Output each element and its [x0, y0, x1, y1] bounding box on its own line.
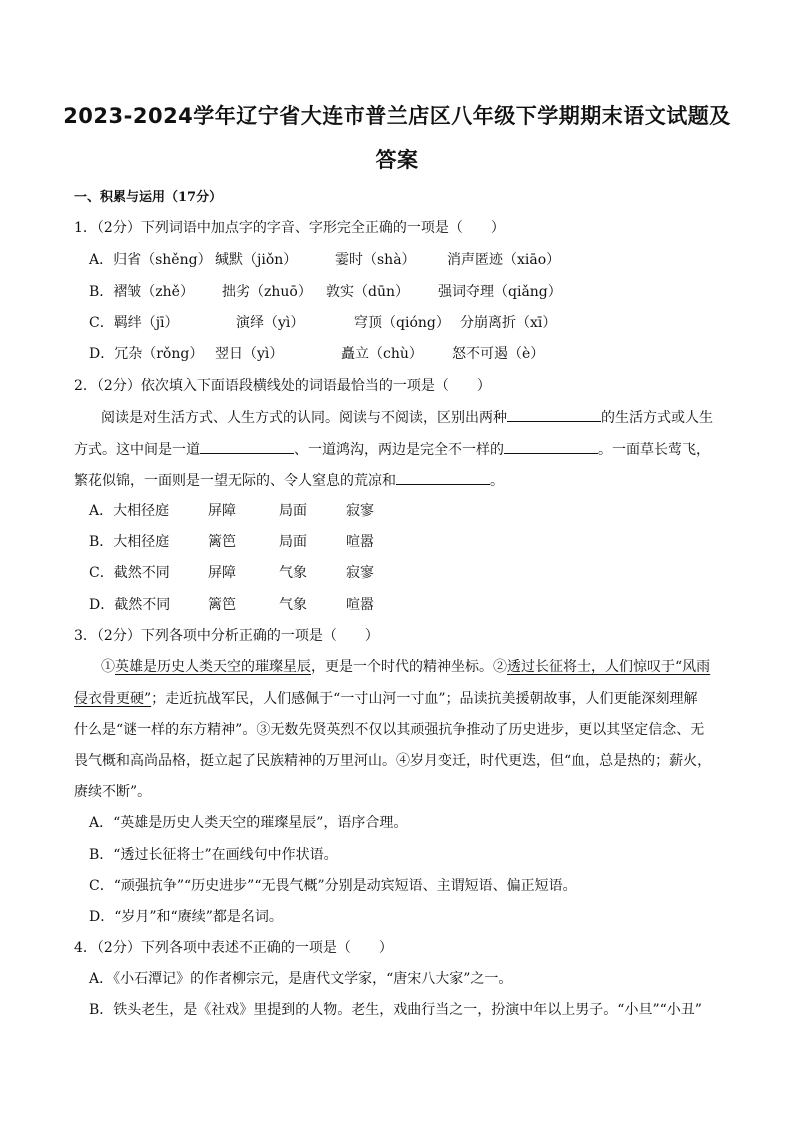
option-item: 屏障	[208, 565, 236, 581]
document-title: 2023-2024学年辽宁省大连市普兰店区八年级下学期期末语文试题及	[63, 104, 731, 128]
question-3-passage-line: 侵衣骨更硬”；走近抗战军民，人们感佩于“一寸山河一寸血”；品读抗美援朝故事，人们更能深刻理解	[74, 691, 698, 707]
option-item: 演绎（yì）	[236, 315, 305, 331]
option-item: 霎时（shà）	[335, 252, 416, 268]
question-1-option-d	[89, 343, 544, 363]
fill-blank	[504, 438, 598, 454]
question-2-option-c	[89, 562, 374, 582]
option-item: A．归省（shěng）	[89, 252, 212, 268]
option-item: B．大相径庭	[89, 534, 170, 550]
underlined-sentence: 英雄是历史人类天空的璀璨星辰	[115, 659, 311, 675]
document-title-continued: 答案	[375, 148, 419, 172]
option-item: 缄默（jiǒn）	[215, 252, 298, 268]
fill-blank	[507, 406, 601, 422]
question-2-passage-line: 方式。这中间是一道 、一道鸿沟，两边是完全不一样的 。一面草长莺飞，	[74, 438, 710, 459]
question-2-option-b	[89, 531, 374, 551]
option-item: D．冗杂（rǒng）	[89, 346, 204, 362]
question-3-passage-line: 赓续不断”。	[74, 784, 152, 800]
fill-blank	[200, 438, 294, 454]
question-1-option-c	[89, 312, 556, 332]
question-2-passage-line: 阅读是对生活方式、人生方式的认同。阅读与不阅读，区别出两种 的生活方式或人生	[101, 406, 713, 427]
option-item: 拙劣（zhuō）	[222, 284, 312, 300]
question-2-stem: 2．（2分）依次填入下面语段横线处的词语最恰当的一项是（ ）	[74, 378, 491, 394]
question-3-option-b: B．“透过长征将士”在画线句中作状语。	[89, 847, 338, 863]
option-item: D．截然不同	[89, 597, 171, 613]
question-1-stem: 1．（2分）下列词语中加点字的字音、字形完全正确的一项是（ ）	[74, 220, 505, 236]
question-3-stem: 3．（2分）下列各项中分析正确的一项是（ ）	[74, 628, 379, 644]
option-item: C．截然不同	[89, 565, 170, 581]
question-3-option-a: A．“英雄是历史人类天空的璀璨星辰”，语序合理。	[89, 815, 408, 831]
question-3-option-d: D．“岁月”和“赓续”都是名词。	[89, 909, 283, 925]
question-1-option-b	[89, 281, 562, 301]
option-item: 寂寥	[346, 565, 374, 581]
option-item: 敦实（dūn）	[326, 284, 409, 300]
question-3-passage-line: ①英雄是历史人类天空的璀璨星辰，更是一个时代的精神坐标。②透过长征将士，人们惊叹于“风雨	[101, 659, 711, 675]
underlined-sentence: 侵衣骨更硬”	[74, 691, 152, 707]
option-item: C．羁绊（jī）	[89, 315, 179, 331]
option-item: 穹顶（qióng）	[354, 315, 450, 331]
option-item: 局面	[279, 503, 307, 519]
question-2-option-a	[89, 500, 374, 520]
option-item: 寂寥	[346, 503, 374, 519]
question-4-option-b: B．铁头老生，是《社戏》里提到的人物。老生，戏曲行当之一，扮演中年以上男子。“小旦”“小丑”	[89, 1002, 702, 1018]
option-item: 局面	[279, 534, 307, 550]
option-item: 矗立（chù）	[341, 346, 423, 362]
option-item: 强词夺理（qiǎng）	[438, 284, 562, 300]
option-item: 屏障	[208, 503, 236, 519]
option-item: 分崩离折（xī）	[460, 315, 557, 331]
question-4-stem: 4．（2分）下列各项中表述不正确的一项是（ ）	[74, 940, 393, 956]
option-item: 气象	[279, 565, 307, 581]
option-item: 怒不可遏（è）	[452, 346, 545, 362]
question-3-passage-line: 什么是“谜一样的东方精神”。③无数先贤英烈不仅以其顽强抗争推动了历史进步，更以其坚定信念、无	[74, 722, 705, 738]
option-item: 翌日（yì）	[215, 346, 284, 362]
option-item: 篱笆	[208, 597, 236, 613]
option-item: 喧嚣	[346, 534, 374, 550]
question-2-option-d	[89, 594, 374, 614]
option-item: 气象	[279, 597, 307, 613]
option-item: 篱笆	[208, 534, 236, 550]
section-heading: 一、积累与运用（17分）	[74, 190, 223, 205]
question-1-option-a	[89, 249, 560, 269]
option-item: B．褶皱（zhě）	[89, 284, 194, 300]
option-item: 消声匿迹（xiāo）	[447, 252, 561, 268]
option-item: 喧嚣	[346, 597, 374, 613]
fill-blank	[396, 469, 490, 485]
underlined-sentence: 透过长征将士，人们惊叹于“风雨	[507, 659, 711, 675]
question-3-passage-line: 畏气概和高尚品格，挺立起了民族精神的万里河山。④岁月变迁，时代更迭，但“血，总是热的；薪火，	[74, 753, 712, 769]
question-3-option-c: C．“顽强抗争”“历史进步”“无畏气概”分别是动宾短语、主谓短语、偏正短语。	[89, 878, 577, 894]
question-2-passage-line: 繁花似锦，一面则是一望无际的、令人窒息的荒凉和 。	[74, 469, 504, 490]
question-4-option-a: A．《小石潭记》的作者柳宗元，是唐代文学家，“唐宋八大家”之一。	[89, 971, 513, 987]
option-item: A．大相径庭	[89, 503, 170, 519]
